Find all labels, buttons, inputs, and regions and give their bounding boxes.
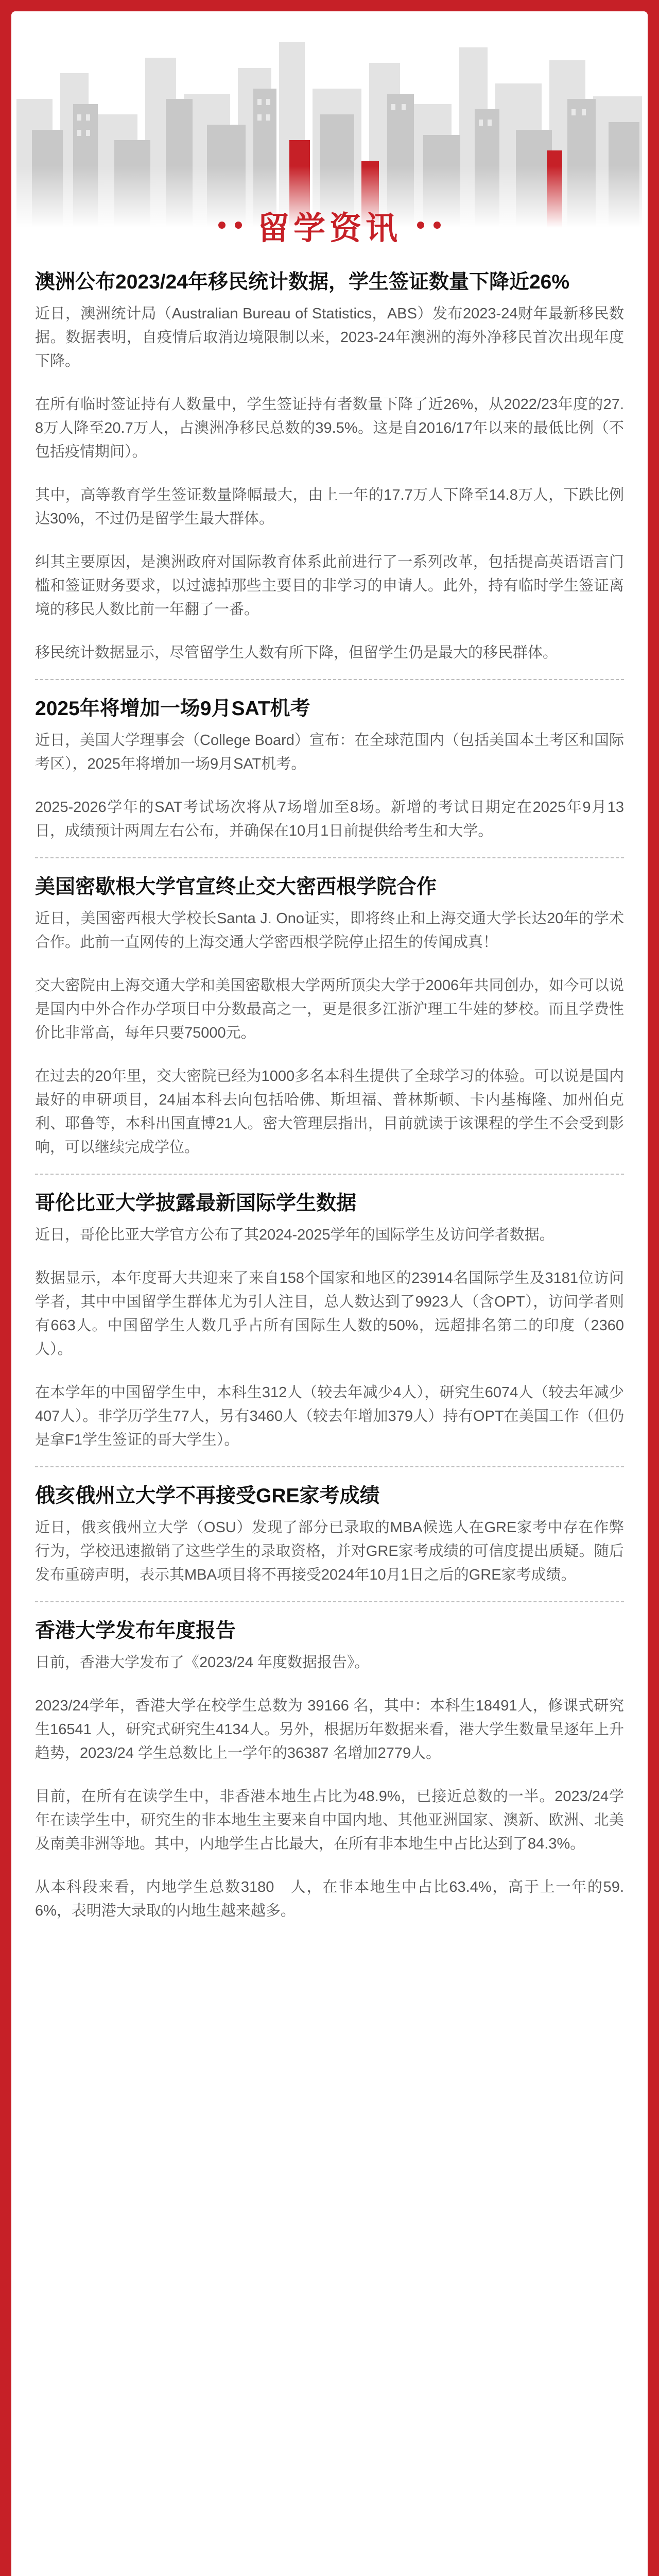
article-paragraph: 从本科段来看，内地学生总数3180 人，在非本地生中占比63.4%，高于上一年的59.6%，表明港大录取的内地生越来越多。: [35, 1879, 624, 1919]
article-headline: 哥伦比亚大学披露最新国际学生数据: [35, 1192, 357, 1214]
decorative-dots-right: [417, 222, 441, 229]
news-article: [35, 1190, 624, 1452]
article-card: [11, 11, 648, 2576]
article-paragraph: 数据显示，本年度哥大共迎来了来自158个国家和地区的23914名国际学生及3181位访问学者，其中中国留学生群体尤为引人注目，总人数达到了9923人（含OPT），访问学者则有663人。中国留学生人数几乎占所有国际生人数的50%，远超排名第二的印度（2360人）。: [35, 1270, 624, 1358]
article-paragraph: 近日，哥伦比亚大学官方公布了其2024-2025学年的国际学生及访问学者数据。: [35, 1227, 554, 1243]
article-paragraph: 2023/24学年，香港大学在校学生总数为 39166 名，其中：本科生18491人，修课式研究生16541 人，研究式研究生4134人。另外，根据历年数据来看，港大学生数量呈逐年上升趋势，2023/24 学生总数比上一学年的36387 名增加2779人。: [35, 1698, 624, 1761]
article-headline: 澳洲公布2023/24年移民统计数据，学生签证数量下降近26%: [35, 271, 570, 293]
article-paragraph: 近日，美国密西根大学校长Santa J. Ono证实，即将终止和上海交通大学长达20年的学术合作。此前一直网传的上海交通大学密西根学院停止招生的传闻成真！: [35, 910, 624, 951]
article-divider: [35, 1466, 624, 1467]
news-list: [35, 269, 624, 1937]
news-article: [35, 1483, 624, 1587]
article-paragraph: 日前，香港大学发布了《2023/24 年度数据报告》。: [35, 1654, 370, 1671]
article-headline: 香港大学发布年度报告: [35, 1620, 236, 1642]
article-headline: 俄亥俄州立大学不再接受GRE家考成绩: [35, 1485, 380, 1507]
banner-title: 留学资讯: [257, 210, 402, 246]
article-paragraph: 纠其主要原因，是澳洲政府对国际教育体系此前进行了一系列改革，包括提高英语语言门槛和签证财务要求，以过滤掉那些主要目的非学习的申请人。此外，持有临时学生签证离境的移民人数比前一年翻了一番。: [35, 554, 624, 618]
article-paragraph: 近日，俄亥俄州立大学（OSU）发现了部分已录取的MBA候选人在GRE家考中存在作弊行为，学校迅速撤销了这些学生的录取资格，并对GRE家考成绩的可信度提出质疑。随后发布重磅声明，表示其MBA项目将不再接受2024年10月1日之后的GRE家考成绩。: [35, 1519, 624, 1583]
news-article: [35, 1618, 624, 1923]
article-divider: [35, 1174, 624, 1175]
article-headline: 美国密歇根大学官宣终止交大密西根学院合作: [35, 876, 437, 898]
article-paragraph: 在本学年的中国留学生中，本科生312人（较去年减少4人），研究生6074人（较去年减少407人）。非学历学生77人，另有3460人（较去年增加379人）持有OPT在美国工作（但仍是拿F1学生签证的哥大学生）。: [35, 1384, 624, 1448]
city-skyline-illustration: [11, 11, 648, 228]
article-paragraph: 目前，在所有在读学生中，非香港本地生占比为48.9%，已接近总数的一半。2023/24学年在读学生中，研究生的非本地生主要来自中国内地、其他亚洲国家、澳新、欧洲、北美及南美非洲等地。其中，内地学生占比最大，在所有非本地生中占比达到了84.3%。: [35, 1788, 624, 1852]
dot-icon: [433, 222, 441, 229]
dot-icon: [417, 222, 424, 229]
news-article: [35, 874, 624, 1159]
article-paragraph: 2025-2026学年的SAT考试场次将从7场增加至8场。新增的考试日期定在2025年9月13日，成绩预计两周左右公布，并确保在10月1日前提供给考生和大学。: [35, 799, 624, 839]
article-headline: 2025年将增加一场9月SAT机考: [35, 698, 310, 720]
article-paragraph: 交大密院由上海交通大学和美国密歇根大学两所顶尖大学于2006年共同创办，如今可以说是国内中外合作办学项目中分数最高之一，更是很多江浙沪理工牛娃的梦校。而且学费性价比非常高，每年只要75000元。: [35, 977, 624, 1041]
article-paragraph: 近日，美国大学理事会（College Board）宣布：在全球范围内（包括美国本土考区和国际考区），2025年将增加一场9月SAT机考。: [35, 732, 624, 772]
dot-icon: [235, 222, 242, 229]
section-banner: [11, 197, 648, 253]
article-divider: [35, 857, 624, 858]
banner-title-row: [203, 202, 456, 248]
news-article: [35, 696, 624, 843]
article-divider: [35, 1601, 624, 1602]
news-article: [35, 269, 624, 665]
article-divider: [35, 679, 624, 680]
article-paragraph: 在所有临时签证持有人数量中，学生签证持有者数量下降了近26%，从2022/23年度的27.8万人降至20.7万人，占澳洲净移民总数的39.5%。这是自2016/17年以来的最低比例（不包括疫情期间）。: [35, 396, 624, 460]
article-paragraph: 移民统计数据显示，尽管留学生人数有所下降，但留学生仍是最大的移民群体。: [35, 645, 558, 661]
article-paragraph: 在过去的20年里，交大密院已经为1000多名本科生提供了全球学习的体验。可以说是国内最好的申研项目，24届本科去向包括哈佛、斯坦福、普林斯顿、卡内基梅隆、加州伯克利、耶鲁等，本科出国直博21人。密大管理层指出，目前就读于该课程的学生不会受到影响，可以继续完成学位。: [35, 1068, 624, 1156]
article-paragraph: 其中，高等教育学生签证数量降幅最大，由上一年的17.7万人下降至14.8万人，下跌比例达30%，不过仍是留学生最大群体。: [35, 487, 624, 527]
article-paragraph: 近日，澳洲统计局（Australian Bureau of Statistics，ABS）发布2023-24财年最新移民数据。数据表明，自疫情后取消边境限制以来，2023-24年澳洲的海外净移民首次出现年度下降。: [35, 306, 624, 369]
dot-icon: [218, 222, 226, 229]
decorative-dots-left: [218, 222, 242, 229]
